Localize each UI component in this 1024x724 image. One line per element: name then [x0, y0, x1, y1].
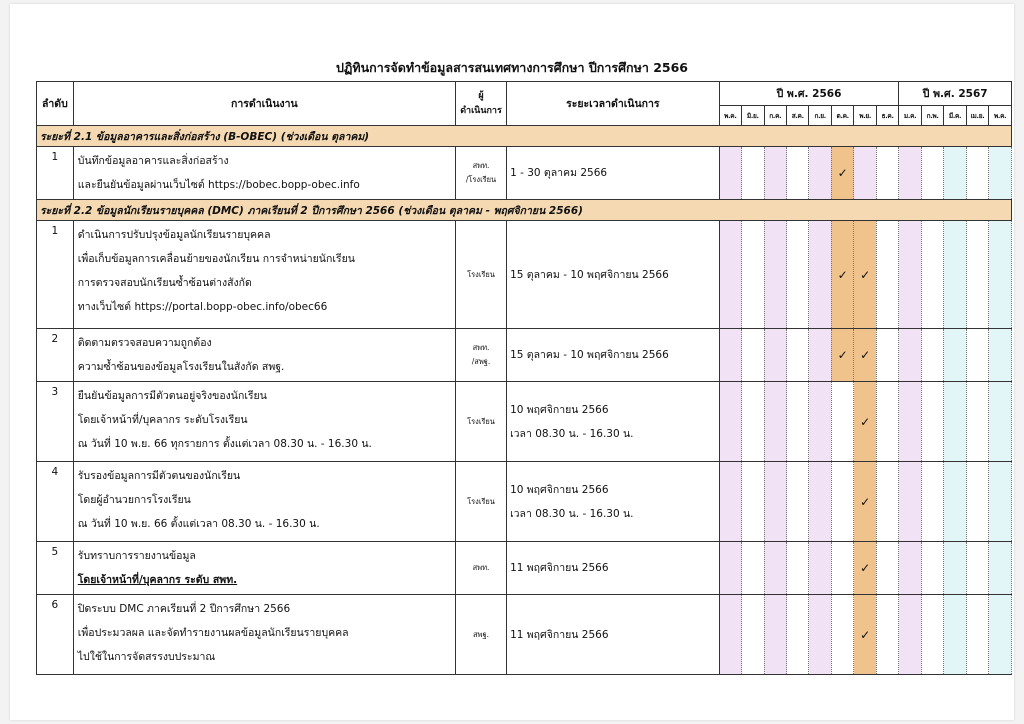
activity-line: เพื่อเก็บข้อมูลการเคลื่อนย้ายของนักเรียน การจำหน่ายนักเรียน — [77, 253, 355, 265]
month-header: พ.ค. — [719, 106, 741, 126]
month-cell — [787, 595, 809, 675]
month-cell — [899, 221, 921, 329]
month-cell — [966, 221, 988, 329]
task-period — [507, 462, 720, 542]
task-activity — [73, 329, 455, 382]
page-title: ปฏิทินการจัดทำข้อมูลสารสนเทศทางการศึกษา ปีการศึกษา 2566 — [336, 60, 688, 75]
month-cell — [854, 147, 876, 200]
header-responsible-line1: ผู้ — [478, 90, 484, 101]
responsible-line: สพท. — [472, 161, 490, 170]
period-line: 10 พฤศจิกายน 2566 — [510, 403, 609, 416]
month-cell — [742, 595, 764, 675]
activity-line: ติดตามตรวจสอบความถูกต้อง — [77, 337, 212, 349]
month-cell — [899, 542, 921, 595]
month-cell — [899, 382, 921, 462]
month-cell — [944, 462, 966, 542]
month-cell — [809, 329, 831, 382]
check-mark-icon: ✓ — [854, 382, 876, 462]
month-cell — [787, 147, 809, 200]
task-activity — [73, 542, 455, 595]
calendar-body — [37, 126, 1012, 675]
task-row — [37, 329, 1012, 382]
task-period — [507, 542, 720, 595]
month-cell — [966, 382, 988, 462]
check-mark-icon: ✓ — [854, 462, 876, 542]
month-cell — [944, 382, 966, 462]
activity-line: ยืนยันข้อมูลการมีตัวตนอยู่จริงของนักเรียน — [77, 390, 267, 402]
activity-line: โดยผู้อำนวยการโรงเรียน — [77, 494, 191, 506]
month-cell — [966, 462, 988, 542]
task-row — [37, 595, 1012, 675]
task-activity — [73, 462, 455, 542]
phase-header-row — [37, 200, 1012, 221]
month-cell — [989, 221, 1012, 329]
check-mark-icon: ✓ — [854, 542, 876, 595]
task-number: 3 — [37, 382, 74, 462]
month-cell — [719, 147, 741, 200]
period-line: 11 พฤศจิกายน 2566 — [510, 628, 609, 641]
month-cell — [719, 595, 741, 675]
activity-line: การตรวจสอบนักเรียนซ้ำซ้อนต่างสังกัด — [77, 277, 252, 289]
period-line: 1 - 30 ตุลาคม 2566 — [510, 167, 608, 179]
month-cell — [809, 382, 831, 462]
task-responsible — [455, 221, 506, 329]
period-line: เวลา 08.30 น. - 16.30 น. — [510, 427, 634, 440]
period-line: 15 ตุลาคม - 10 พฤศจิกายน 2566 — [510, 268, 669, 281]
phase-header-row — [37, 126, 1012, 147]
activity-line: โดยเจ้าหน้าที่/บุคลากร ระดับโรงเรียน — [77, 414, 248, 426]
period-line: เวลา 08.30 น. - 16.30 น. — [510, 507, 634, 520]
activity-line: รับทราบการรายงานข้อมูล — [77, 550, 196, 562]
task-responsible — [455, 462, 506, 542]
activity-line: รับรองข้อมูลการมีตัวตนของนักเรียน — [77, 470, 241, 482]
header-responsible — [455, 82, 506, 126]
header-activity: การดำเนินงาน — [73, 82, 455, 126]
month-cell — [944, 329, 966, 382]
task-period — [507, 147, 720, 200]
task-row — [37, 462, 1012, 542]
month-cell — [989, 462, 1012, 542]
phase-label: ระยะที่ 2.2 ข้อมูลนักเรียนรายบุคคล (DMC) ภาคเรียนที่ 2 ปีการศึกษา 2566 (ช่วงเดือน ตุลาคม - พฤศจิกายน 2566) — [37, 200, 1012, 221]
month-cell — [787, 542, 809, 595]
task-responsible — [455, 147, 506, 200]
month-cell — [831, 595, 853, 675]
month-header: มิ.ย. — [742, 106, 764, 126]
month-header: ก.ค. — [764, 106, 786, 126]
month-cell — [809, 221, 831, 329]
header-year-2566: ปี พ.ศ. 2566 — [719, 82, 899, 106]
task-number: 5 — [37, 542, 74, 595]
month-header: ม.ค. — [899, 106, 921, 126]
month-cell — [876, 329, 898, 382]
month-cell — [921, 329, 943, 382]
month-cell — [921, 542, 943, 595]
month-cell — [921, 221, 943, 329]
period-line: 11 พฤศจิกายน 2566 — [510, 562, 609, 574]
check-mark-icon: ✓ — [831, 147, 853, 200]
month-header: พ.ย. — [854, 106, 876, 126]
task-row — [37, 147, 1012, 200]
month-cell — [719, 462, 741, 542]
activity-line: ไปใช้ในการจัดสรรงบประมาณ — [77, 651, 216, 663]
month-cell — [764, 382, 786, 462]
month-cell — [944, 221, 966, 329]
header-period: ระยะเวลาดำเนินการ — [507, 82, 720, 126]
task-number: 1 — [37, 221, 74, 329]
month-cell — [787, 462, 809, 542]
month-cell — [831, 462, 853, 542]
month-cell — [876, 147, 898, 200]
month-cell — [719, 221, 741, 329]
month-cell — [876, 595, 898, 675]
month-cell — [921, 147, 943, 200]
month-cell — [899, 329, 921, 382]
responsible-line: สพฐ. — [472, 629, 490, 639]
task-activity — [73, 595, 455, 675]
month-cell — [899, 462, 921, 542]
month-header: เม.ย. — [966, 106, 988, 126]
month-cell — [809, 462, 831, 542]
month-cell — [742, 542, 764, 595]
month-header: ต.ค. — [831, 106, 853, 126]
month-cell — [764, 221, 786, 329]
task-period — [507, 595, 720, 675]
month-cell — [787, 329, 809, 382]
month-cell — [966, 147, 988, 200]
month-cell — [966, 329, 988, 382]
activity-line: บันทึกข้อมูลอาคารและสิ่งก่อสร้าง — [77, 155, 229, 167]
task-activity — [73, 382, 455, 462]
responsible-line: โรงเรียน — [467, 416, 495, 426]
month-cell — [809, 542, 831, 595]
month-cell — [742, 221, 764, 329]
month-cell — [764, 462, 786, 542]
activity-line: และยืนยันข้อมูลผ่านเว็บไซต์ https://bobec.bopp-obec.info — [77, 179, 360, 191]
month-cell — [831, 542, 853, 595]
month-cell — [742, 329, 764, 382]
task-row — [37, 382, 1012, 462]
task-period — [507, 382, 720, 462]
month-cell — [921, 462, 943, 542]
month-header: มี.ค. — [944, 106, 966, 126]
month-cell — [899, 147, 921, 200]
task-activity — [73, 147, 455, 200]
responsible-line: สพท. — [472, 343, 490, 352]
header-year-2567: ปี พ.ศ. 2567 — [899, 82, 1012, 106]
month-cell — [787, 382, 809, 462]
month-cell — [719, 329, 741, 382]
task-responsible — [455, 329, 506, 382]
period-line: 10 พฤศจิกายน 2566 — [510, 483, 609, 496]
month-cell — [921, 595, 943, 675]
task-responsible — [455, 595, 506, 675]
month-cell — [764, 542, 786, 595]
activity-line: ดำเนินการปรับปรุงข้อมูลนักเรียนรายบุคคล — [77, 229, 271, 241]
month-cell — [764, 329, 786, 382]
month-header: ส.ค. — [787, 106, 809, 126]
activity-line: ความซ้ำซ้อนของข้อมูลโรงเรียนในสังกัด สพฐ. — [77, 361, 285, 373]
task-row — [37, 542, 1012, 595]
month-cell — [989, 542, 1012, 595]
task-responsible — [455, 542, 506, 595]
responsible-line: โรงเรียน — [467, 496, 495, 506]
month-cell — [719, 382, 741, 462]
month-header: ธ.ค. — [876, 106, 898, 126]
phase-label: ระยะที่ 2.1 ข้อมูลอาคารและสิ่งก่อสร้าง (B-OBEC) (ช่วงเดือน ตุลาคม) — [37, 126, 1012, 147]
month-cell — [742, 462, 764, 542]
responsible-line: โรงเรียน — [467, 269, 495, 279]
month-cell — [809, 595, 831, 675]
responsible-line: /โรงเรียน — [465, 175, 497, 184]
task-activity — [73, 221, 455, 329]
check-mark-icon: ✓ — [831, 329, 853, 382]
month-cell — [989, 595, 1012, 675]
header-no: ลำดับ — [37, 82, 74, 126]
task-responsible — [455, 382, 506, 462]
month-cell — [831, 382, 853, 462]
month-cell — [764, 147, 786, 200]
month-cell — [742, 147, 764, 200]
month-cell — [989, 147, 1012, 200]
month-cell — [742, 382, 764, 462]
month-cell — [876, 221, 898, 329]
month-cell — [921, 382, 943, 462]
header-responsible-line2: ดำเนินการ — [460, 105, 502, 116]
task-number: 6 — [37, 595, 74, 675]
task-period — [507, 221, 720, 329]
month-cell — [876, 542, 898, 595]
month-cell — [944, 595, 966, 675]
month-cell — [787, 221, 809, 329]
month-cell — [966, 542, 988, 595]
task-number: 4 — [37, 462, 74, 542]
month-cell — [809, 147, 831, 200]
activity-line: ณ วันที่ 10 พ.ย. 66 ตั้งแต่เวลา 08.30 น. - 16.30 น. — [77, 518, 320, 530]
task-period — [507, 329, 720, 382]
calendar-table — [36, 81, 1012, 675]
check-mark-icon: ✓ — [854, 595, 876, 675]
period-line: 15 ตุลาคม - 10 พฤศจิกายน 2566 — [510, 349, 669, 361]
month-header: ก.พ. — [921, 106, 943, 126]
activity-line: ทางเว็บไซต์ https://portal.bopp-obec.info/obec66 — [77, 301, 328, 313]
month-cell — [966, 595, 988, 675]
month-cell — [876, 462, 898, 542]
month-cell — [764, 595, 786, 675]
check-mark-icon: ✓ — [854, 329, 876, 382]
activity-line: ณ วันที่ 10 พ.ย. 66 ทุกรายการ ตั้งแต่เวลา 08.30 น. - 16.30 น. — [77, 438, 372, 450]
month-cell — [719, 542, 741, 595]
check-mark-icon: ✓ — [854, 221, 876, 329]
activity-line: โดยเจ้าหน้าที่/บุคลากร ระดับ สพท. — [77, 574, 238, 586]
month-cell — [944, 147, 966, 200]
month-cell — [899, 595, 921, 675]
month-header: ก.ย. — [809, 106, 831, 126]
check-mark-icon: ✓ — [831, 221, 853, 329]
responsible-line: /สพฐ. — [471, 357, 491, 366]
month-header: พ.ค. — [989, 106, 1012, 126]
month-cell — [989, 329, 1012, 382]
responsible-line: สพท. — [472, 563, 490, 572]
month-cell — [944, 542, 966, 595]
month-cell — [989, 382, 1012, 462]
task-row — [37, 221, 1012, 329]
task-number: 1 — [37, 147, 74, 200]
task-number: 2 — [37, 329, 74, 382]
document-page — [10, 4, 1014, 720]
activity-line: ปิดระบบ DMC ภาคเรียนที่ 2 ปีการศึกษา 2566 — [77, 603, 291, 615]
activity-line: เพื่อประมวลผล และจัดทำรายงานผลข้อมูลนักเรียนรายบุคคล — [77, 627, 349, 639]
month-cell — [876, 382, 898, 462]
